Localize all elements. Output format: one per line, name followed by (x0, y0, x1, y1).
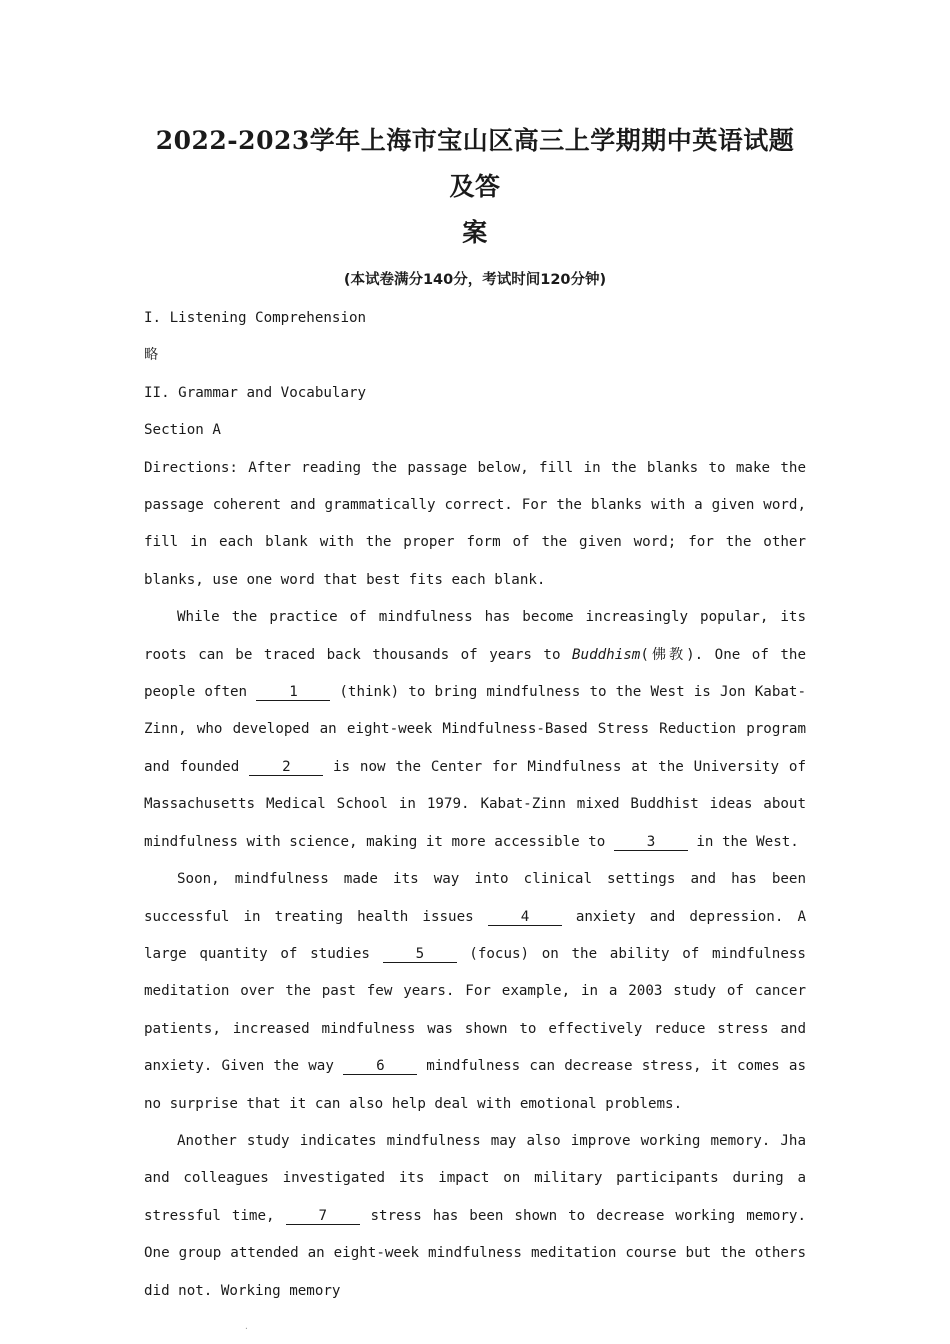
p3-text-a: Another study indicates mindfulness may also improve working memory. Jha and colleagues investigated its impact on military participants during a stressful time, (144, 1132, 806, 1224)
passage-paragraph-2 (144, 861, 806, 1123)
p2-text-b: anxiety and depression. A large quantity of studies (144, 908, 806, 962)
p1-text-c: (think) to bring mindfulness to the West is Jon Kabat-Zinn, who developed an eight-week Mindfulness-Based Stress Reduction program and founded (144, 684, 806, 775)
blank-3[interactable]: 3 (614, 834, 688, 851)
document-title (144, 118, 806, 256)
p1-italic-term: Buddhism (572, 646, 641, 663)
section-1-heading: I. Listening Comprehension (144, 310, 367, 326)
p1-text-e: in the West. (687, 833, 799, 850)
document-page (144, 118, 806, 1310)
p1-text-b: (佛教). One of the people often (144, 646, 806, 701)
blank-6[interactable]: 6 (343, 1058, 417, 1075)
blank-7[interactable]: 7 (286, 1208, 360, 1225)
directions-text: Directions: After reading the passage below, fill in the blanks to make the passage coherent and grammatically correct. For the blanks with a given word, fill in each blank with the proper form of the given word; for the other blanks, use one word that best fits each blank. (144, 459, 806, 588)
p2-text-a: Soon, mindfulness made its way into clinical settings and has been successful in treating health issues (144, 871, 806, 925)
passage-paragraph-1 (144, 599, 806, 861)
footer-mark: . (244, 1322, 249, 1331)
p3-text-b: stress has been shown to decrease working memory. One group attended an eight-week mindfulness meditation course but the others did not. Working memory (144, 1207, 806, 1299)
p1-text-d: is now the Center for Mindfulness at the University of Massachusetts Medical School in 1979. Kabat-Zinn mixed Buddhist ideas about mindfulness with science, making it more accessible to (144, 758, 806, 850)
title-line-2: 案 (462, 218, 488, 247)
exam-info: (本试卷满分140分，考试时间120分钟) (343, 272, 607, 288)
blank-5[interactable]: 5 (383, 946, 457, 963)
blank-4[interactable]: 4 (488, 909, 562, 926)
p1-text-a: While the practice of mindfulness has become increasingly popular, its roots can be traced back thousands of years to (144, 609, 806, 663)
p2-text-d: mindfulness can decrease stress, it comes as no surprise that it can also help deal with emotional problems. (144, 1058, 806, 1112)
blank-2[interactable]: 2 (249, 759, 323, 776)
section-a-heading: Section A (144, 422, 221, 439)
title-line-1: 2022-2023学年上海市宝山区高三上学期期中英语试题及答 (155, 126, 795, 201)
p2-text-c: (focus) on the ability of mindfulness meditation over the past few years. For example, in a 2003 study of cancer patients, increased mindfulness was shown to effectively reduce stress and anxiety. Given the way (144, 945, 806, 1075)
blank-1[interactable]: 1 (256, 684, 330, 701)
passage-paragraph-3 (144, 1123, 806, 1310)
section-2-heading: II. Grammar and Vocabulary (144, 384, 367, 401)
section-1-note: 略 (144, 347, 159, 364)
